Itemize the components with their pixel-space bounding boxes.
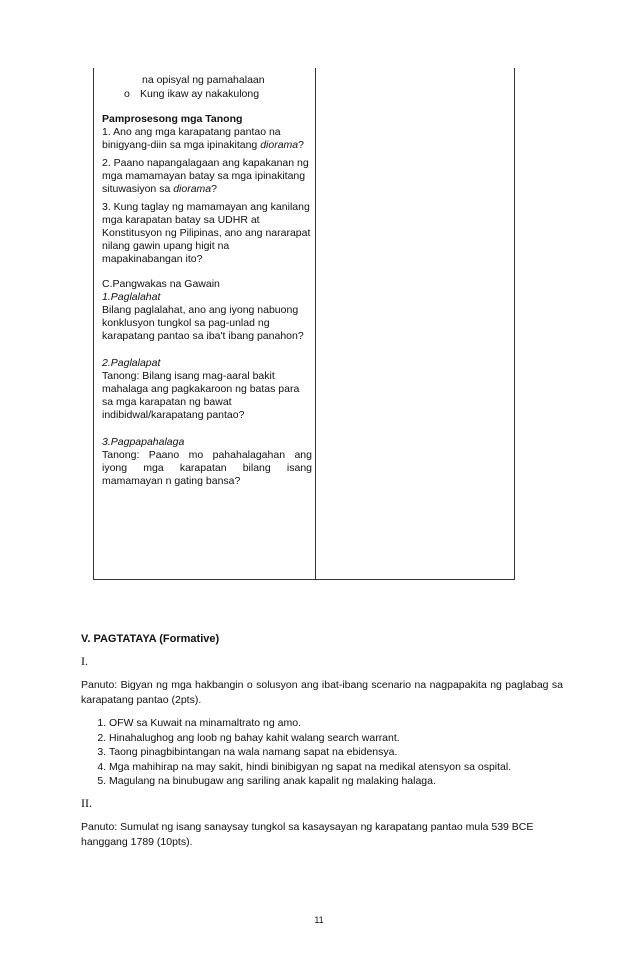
column-divider [315, 68, 316, 579]
generalization-title: 1.Paglalahat [102, 291, 161, 303]
question-2: 2. Paano napangalagaan ang kapakanan ng mga mamamayan batay sa mga ipinakitang situwasiyon sa diorama? [102, 157, 309, 195]
processing-questions-heading: Pamprosesong mga Tanong [102, 113, 243, 125]
part-2-label: II. [81, 796, 92, 810]
scenario-list [81, 716, 569, 789]
page-number: 11 [314, 915, 324, 925]
continuation-text: na opisyal ng pamahalaan [142, 74, 265, 86]
assessment-title: V. PAGTATAYA (Formative) [81, 633, 220, 645]
left-column [102, 74, 312, 488]
list-item: 4. Mga mahihirap na may sakit, hindi binibigyan ng sapat na medikal atensyon sa ospital. [109, 760, 569, 775]
part-2-instructions: Panuto: Sumulat ng isang sanaysay tungkol sa kasaysayan ng karapatang pantao mula 539 BCE hanggang 1789 (10pts). [81, 821, 534, 848]
bullet-item [124, 88, 312, 101]
lesson-table [93, 68, 515, 580]
application-title: 2.Paglalapat [102, 357, 161, 369]
list-item: 2. Hinahalughog ang loob ng bahay kahit walang search warrant. [109, 731, 569, 746]
closing-activity-heading: C.Pangwakas na Gawain [102, 278, 220, 290]
part-1-label: I. [81, 654, 88, 668]
bullet-text: Kung ikaw ay nakakulong [140, 88, 260, 100]
question-3: 3. Kung taglay ng mamamayan ang kanilang mga karapatan batay sa UDHR at Konstitusyon ng Pilipinas, ano ang nararapat nilang gawin upang higit na mapakinabangan ito? [102, 201, 311, 265]
list-item: 1. OFW sa Kuwait na minamaltrato ng amo. [109, 716, 569, 731]
valuing-title: 3.Pagpapahalaga [102, 436, 185, 448]
application-text: Tanong: Bilang isang mag-aaral bakit mahalaga ang pagkakaroon ng batas para sa mga karapatan ng bawat indibidwal/karapatang pantao? [102, 370, 300, 421]
part-1-instructions: Panuto: Bigyan ng mga hakbangin o solusyon ang ibat-ibang scenario na nagpapakita ng paglabag sa karapatang pantao (2pts). [81, 679, 563, 706]
generalization-text: Bilang paglalahat, ano ang iyong nabuong konklusyon tungkol sa pag-unlad ng karapatang pantao sa iba't ibang panahon? [102, 304, 304, 342]
valuing-text: Tanong: Paano mo pahahalagahan ang iyong mga karapatan bilang isang mamamayan n gating bansa? [102, 449, 312, 487]
question-1: 1. Ano ang mga karapatang pantao na binigyang-diin sa mga ipinakitang diorama? [102, 126, 304, 151]
bullet-marker: o [124, 88, 130, 100]
list-item: 5. Magulang na binubugaw ang sariling anak kapalit ng malaking halaga. [109, 774, 569, 789]
list-item: 3. Taong pinagbibintangan na wala namang sapat na ebidensya. [109, 745, 569, 760]
